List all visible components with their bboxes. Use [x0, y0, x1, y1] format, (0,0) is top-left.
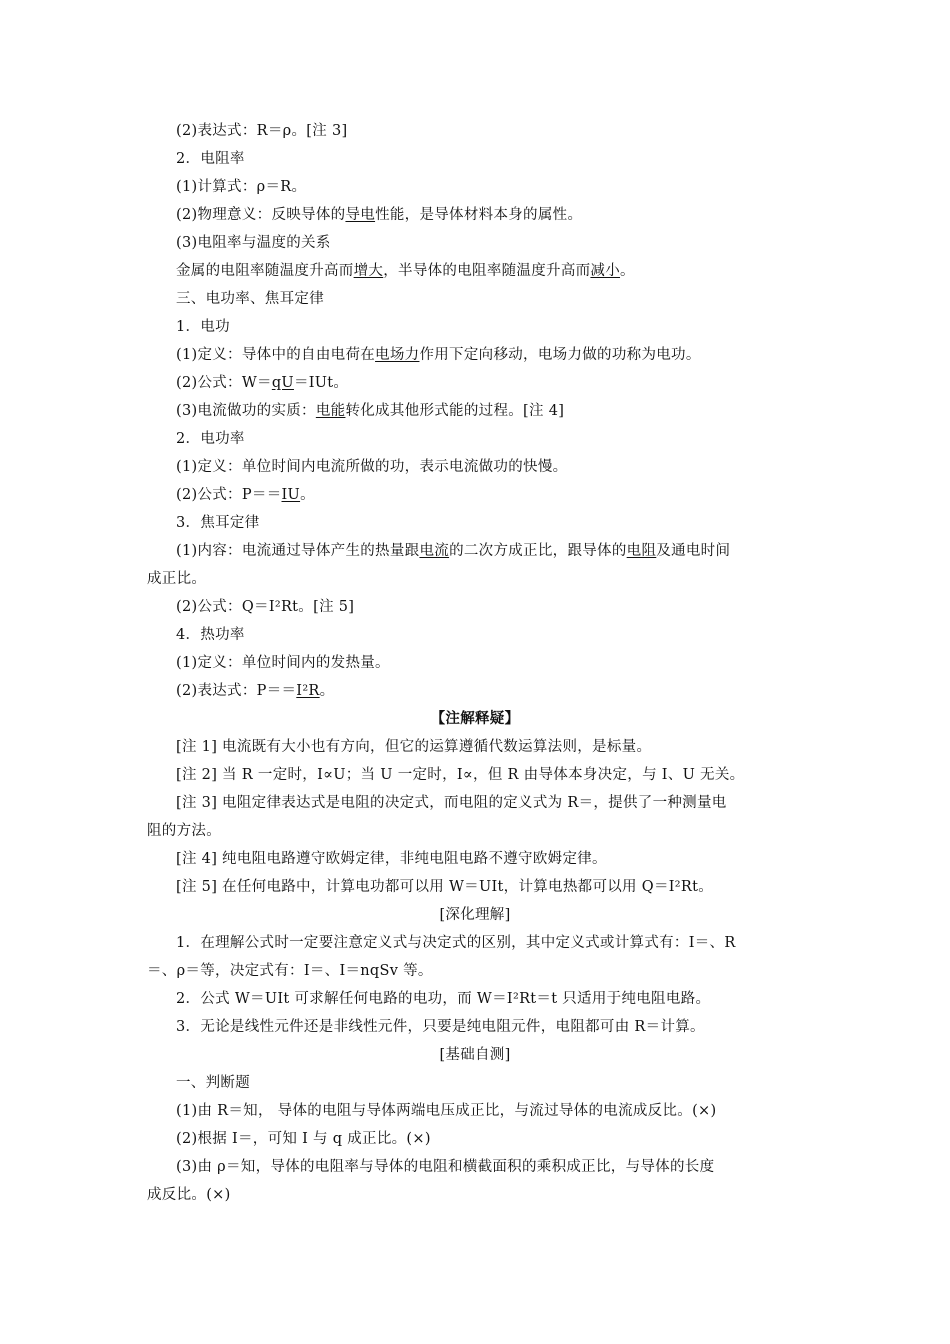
formula-line: (2)公式：Q＝I²Rt。[注 5]: [176, 599, 355, 615]
underlined-term: I²R: [296, 683, 320, 699]
note-line: [注 5] 在任何电路中，计算电功都可以用 W＝UIt，计算电热都可以用 Q＝I²Rt。: [176, 879, 714, 895]
underlined-term: 电阻: [626, 543, 657, 559]
section-heading: 三、电功率、焦耳定律: [176, 291, 324, 307]
self-test-heading: [基础自测]: [439, 1047, 511, 1063]
section-heading: 2．电功率: [176, 431, 245, 447]
underlined-term: 增大: [353, 263, 384, 279]
text-line: (1)内容：电流通过导体产生的热量跟电流的二次方成正比，跟导体的电阻及通电时间: [176, 543, 731, 559]
question-line: 成反比。(×): [147, 1187, 231, 1203]
section-heading: 一、判断题: [176, 1075, 250, 1091]
text-line: (1)定义：单位时间内的发热量。: [176, 655, 390, 671]
note-line: 阻的方法。: [147, 823, 221, 839]
text-line: (2)物理意义：反映导体的导电性能，是导体材料本身的属性。: [176, 207, 583, 223]
text-line: (1)定义：导体中的自由电荷在电场力作用下定向移动，电场力做的功称为电功。: [176, 347, 701, 363]
formula-line: (2)表达式：P＝＝I²R。: [176, 683, 335, 699]
section-heading: 3．焦耳定律: [176, 515, 260, 531]
question-line: (2)根据 I＝，可知 I 与 q 成正比。(×): [176, 1131, 431, 1147]
deep-understanding-heading: [深化理解]: [439, 907, 511, 923]
section-heading: 2．电阻率: [176, 151, 245, 167]
notes-heading: 【注解释疑】: [430, 710, 520, 727]
text-line: (3)电阻率与温度的关系: [176, 235, 331, 251]
text-line: 1．在理解公式时一定要注意定义式与决定式的区别，其中定义式或计算式有：I＝、R: [176, 935, 736, 951]
question-line: (1)由 R＝知， 导体的电阻与导体两端电压成正比，与流过导体的电流成反比。(×): [176, 1103, 717, 1119]
question-line: (3)由 ρ＝知，导体的电阻率与导体的电阻和横截面积的乘积成正比，与导体的长度: [176, 1159, 715, 1175]
note-line: [注 2] 当 R 一定时，I∝U；当 U 一定时，I∝，但 R 由导体本身决定，与 I、U 无关。: [176, 767, 745, 783]
underlined-term: 电场力: [375, 347, 420, 363]
text-line: (1)定义：单位时间内电流所做的功，表示电流做功的快慢。: [176, 459, 568, 475]
formula-line: (1)计算式：ρ＝R。: [176, 179, 307, 195]
text-line: 3．无论是线性元件还是非线性元件，只要是纯电阻元件，电阻都可由 R＝计算。: [176, 1019, 705, 1035]
text-line: 成正比。: [147, 571, 207, 587]
underlined-term: 电流: [419, 543, 450, 559]
underlined-term: 导电: [345, 207, 376, 223]
expression-line: (2)表达式：R＝ρ。[注 3]: [176, 123, 348, 139]
text-line: 2．公式 W＝UIt 可求解任何电路的电功，而 W＝I²Rt＝t 只适用于纯电阻电路。: [176, 991, 711, 1007]
text-line: (3)电流做功的实质：电能转化成其他形式能的过程。[注 4]: [176, 403, 565, 419]
text-line: ＝、ρ＝等，决定式有：I＝、I＝nqSv 等。: [147, 963, 433, 979]
section-heading: 1．电功: [176, 319, 230, 335]
note-line: [注 3] 电阻定律表达式是电阻的决定式，而电阻的定义式为 R＝，提供了一种测量电: [176, 795, 727, 811]
underlined-term: 减小: [590, 263, 621, 279]
section-heading: 4．热功率: [176, 627, 245, 643]
underlined-term: IU: [281, 487, 301, 503]
text-line: 金属的电阻率随温度升高而增大，半导体的电阻率随温度升高而减小。: [176, 263, 635, 279]
formula-line: (2)公式：W＝qU＝IUt。: [176, 375, 349, 391]
underlined-term: 电能: [315, 403, 346, 419]
note-line: [注 1] 电流既有大小也有方向，但它的运算遵循代数运算法则，是标量。: [176, 739, 652, 755]
note-line: [注 4] 纯电阻电路遵守欧姆定律，非纯电阻电路不遵守欧姆定律。: [176, 851, 607, 867]
formula-line: (2)公式：P＝＝IU。: [176, 487, 315, 503]
underlined-term: qU: [271, 375, 294, 391]
